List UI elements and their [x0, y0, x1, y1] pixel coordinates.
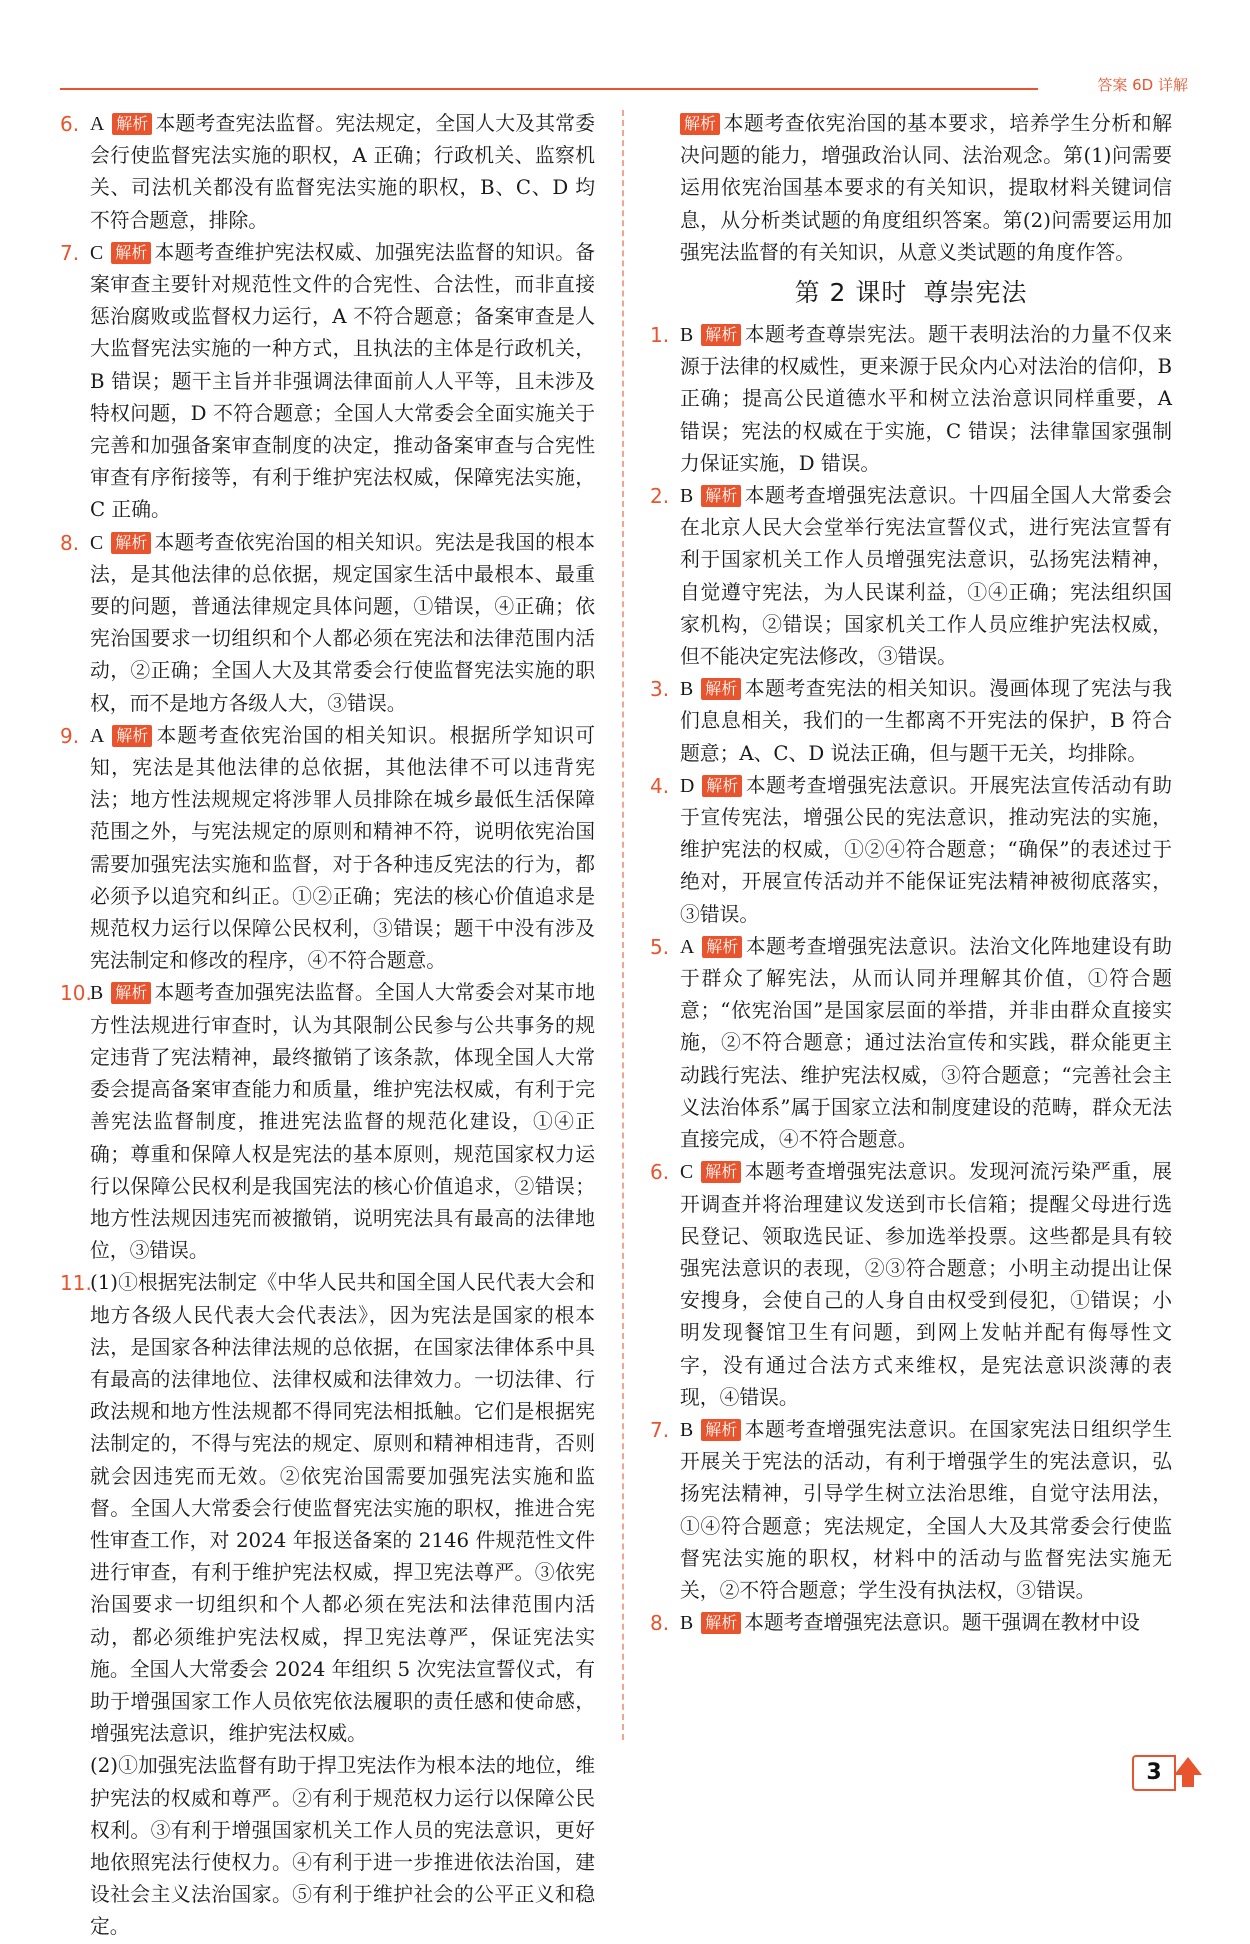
analysis-tag: 解析 [680, 113, 720, 135]
answer-text: 本题考查增强宪法意识。法治文化阵地建设有助于群众了解宪法，从而认同并理解其价值，①符合题意；“依宪治国”是国家层面的举措，并非由群众直接实施，②不符合题意；通过法治宣传和实践，群众能更主动践行宪法、维护宪法权威，③符合题意；“完善社会主义法治体系”属于国家立法和制度建设的范畴，群众无法直接完成，④不符合题意。 [680, 934, 1172, 1152]
header-label: 答案 6D 详解 [1097, 76, 1188, 94]
section-title [650, 273, 1172, 313]
answer-letter: B [680, 1418, 694, 1441]
answer-item-10 [60, 977, 595, 1267]
answer-item-9 [60, 720, 595, 978]
analysis-text: 本题考查依宪治国的基本要求，培养学生分析和解决问题的能力，增强政治认同、法治观念。第(1)问需要运用依宪治国基本要求的有关知识，提取材料关键词信息，从分析类试题的角度组织答案。第(2)问需要运用加强宪法监督的有关知识，从意义类试题的角度作答。 [680, 112, 1172, 264]
analysis-tag: 解析 [111, 982, 151, 1004]
answer-item-r3 [650, 673, 1172, 770]
question-number: 7. [60, 240, 80, 265]
answer-letter: A [90, 113, 105, 135]
left-column [60, 108, 595, 1944]
answer-text-part1: (1)①根据宪法制定《中华人民共和国全国人民代表大会和地方各级人民代表大会代表法》，因为宪法是国家的根本法，是国家各种法律法规的总依据，在国家法律体系中具有最高的法律地位、法律权威和法律效力。一切法律、行政法规和地方性法规都不得同宪法相抵触。它们是根据宪法制定的，不得与宪法的规定、原则和精神相违背，否则就会因违宪而无效。②依宪治国需要加强宪法实施和监督。全国人大常委会行使监督宪法实施的职权，推进合宪性审查工作，对 2024 年报送备案的 2146 件规范性文件进行审查，有利于维护宪法权威，捍卫宪法尊严。③依宪治国要求一切组织和个人都必须在宪法和法律范围内活动，都必须维护宪法权威，捍卫宪法尊严，保证宪法实施。全国人大常委会 2024 年组织 5 次宪法宣誓仪式，有助于增强国家工作人员依宪依法履职的责任感和使命感，增强宪法意识，维护宪法权威。 [90, 1271, 595, 1746]
analysis-tag: 解析 [702, 936, 742, 958]
answer-item-r6 [650, 1156, 1172, 1414]
answer-text: 本题考查维护宪法权威、加强宪法监督的知识。备案审查主要针对规范性文件的合宪性、合法性，而非直接惩治腐败或监督权力运行，A 不符合题意；备案审查是人大监督宪法实施的一种方式，且执法的主体是行政机关，B 错误；题干主旨并非强调法律面前人人平等，且未涉及特权问题，D 不符合题意；全国人大常委会全面实施关于完善和加强备案审查制度的决定，推动备案审查与合宪性审查有序衔接等，有利于维护宪法权威，保障宪法实施，C 正确。 [90, 240, 595, 522]
answer-item-r7 [650, 1414, 1172, 1607]
lesson-title: 尊崇宪法 [923, 278, 1028, 308]
answer-letter: B [680, 324, 694, 347]
analysis-tag: 解析 [112, 725, 152, 747]
question-number: 6. [650, 1160, 670, 1185]
answer-text: 本题考查增强宪法意识。在国家宪法日组织学生开展关于宪法的活动，有利于增强学生的宪法意识，弘扬宪法精神，引导学生树立法治思维，自觉守法用法，①④符合题意；宪法规定，全国人大及其常委会行使监督宪法实施的职权，材料中的活动与监督宪法实施无关，②不符合题意；学生没有执法权，③错误。 [680, 1417, 1172, 1602]
answer-text: 本题考查增强宪法意识。题干强调在教材中设 [744, 1611, 1140, 1635]
answer-text: 本题考查宪法的相关知识。漫画体现了宪法与我们息息相关，我们的一生都离不开宪法的保护，B 符合题意；A、C、D 说法正确，但与题干无关，均排除。 [680, 677, 1172, 765]
answer-item-11 [60, 1267, 595, 1750]
question-number: 4. [650, 773, 670, 798]
answer-item-11-analysis [650, 108, 1172, 269]
analysis-tag: 解析 [111, 242, 151, 264]
answer-item-8 [60, 527, 595, 720]
right-column [650, 108, 1172, 1639]
answer-letter: A [90, 724, 105, 747]
answer-item-r8 [650, 1607, 1172, 1639]
page-number-value: 3 [1132, 1755, 1176, 1791]
question-number: 8. [650, 1611, 670, 1636]
answer-text-part2: (2)①加强宪法监督有助于捍卫宪法作为根本法的地位，维护宪法的权威和尊严。②有利于规范权力运行以保障公民权利。③有利于增强国家机关工作人员的宪法意识，更好地依照宪法行使权力。④有利于进一步推进依法治国，建设社会主义法治国家。⑤有利于维护社会的公平正义和稳定。 [90, 1754, 595, 1939]
analysis-tag: 解析 [701, 485, 741, 507]
answer-item-r1 [650, 319, 1172, 480]
question-number: 1. [650, 323, 670, 348]
answer-letter: B [90, 982, 104, 1005]
header-rule [60, 88, 1038, 90]
answer-letter: D [680, 774, 695, 797]
answer-text: 本题考查增强宪法意识。十四届全国人大常委会在北京人民大会堂举行宪法宣誓仪式，进行宪法宣誓有利于国家机关工作人员增强宪法意识，弘扬宪法精神，自觉遵守宪法，为人民谋利益，①④正确；宪法组织国家机构，②错误；国家机关工作人员应维护宪法权威，但不能决定宪法修改，③错误。 [680, 484, 1172, 669]
answer-text: 本题考查依宪治国的相关知识。宪法是我国的根本法，是其他法律的总依据，规定国家生活中最根本、最重要的问题，普通法律规定具体问题，①错误，④正确；依宪治国要求一切组织和个人都必须在宪法和法律范围内活动，②正确；全国人大及其常委会行使监督宪法实施的职权，而不是地方各级人大，③错误。 [90, 530, 595, 715]
question-number: 10. [60, 981, 92, 1006]
answer-letter: B [680, 1612, 694, 1635]
analysis-tag: 解析 [111, 532, 151, 554]
question-number: 11. [60, 1271, 92, 1296]
answer-item-6 [60, 108, 595, 237]
answer-text: 本题考查尊崇宪法。题干表明法治的力量不仅来源于法律的权威性，更来源于民众内心对法治的信仰，B 正确；提高公民道德水平和树立法治意识同样重要，A 错误；宪法的权威在于实施，C 错误；法律靠国家强制力保证实施，D 错误。 [680, 323, 1172, 475]
answer-item-r5 [650, 931, 1172, 1156]
analysis-tag: 解析 [701, 1612, 741, 1634]
question-number: 5. [650, 934, 670, 959]
column-divider [622, 110, 624, 1740]
answer-letter: B [680, 485, 694, 508]
page-number [1132, 1755, 1192, 1789]
lesson-number: 第 2 课时 [794, 278, 908, 308]
analysis-tag: 解析 [702, 775, 742, 797]
answer-item-r2 [650, 480, 1172, 673]
answer-item-7 [60, 237, 595, 527]
answer-item-r4 [650, 770, 1172, 931]
question-number: 6. [60, 112, 80, 136]
answer-text: 本题考查依宪治国的相关知识。根据所学知识可知，宪法是其他法律的总依据，其他法律不可以违背宪法；地方性法规规定将涉罪人员排除在城乡最低生活保障范围之外，与宪法规定的原则和精神不符，说明依宪治国需要加强宪法实施和监督，对于各种违反宪法的行为，都必须予以追究和纠正。①②正确；宪法的核心价值追求是规范权力运行以保障公民权利，③错误；题干中没有涉及宪法制定和修改的程序，④不符合题意。 [90, 723, 595, 973]
analysis-tag: 解析 [701, 1161, 741, 1183]
answer-item-11-part2-start [60, 1750, 595, 1943]
question-number: 9. [60, 723, 80, 748]
question-number: 2. [650, 484, 670, 509]
answer-text: 本题考查宪法监督。宪法规定，全国人大及其常委会行使监督宪法实施的职权，A 正确；行政机关、监察机关、司法机关都没有监督宪法实施的职权，B、C、D 均不符合题意，排除。 [90, 112, 595, 232]
answer-text: 本题考查加强宪法监督。全国人大常委会对某市地方性法规进行审查时，认为其限制公民参与公共事务的规定违背了宪法精神，最终撤销了该条款，体现全国人大常委会提高备案审查能力和质量，维护宪法权威，有利于完善宪法监督制度，推进宪法监督的规范化建设，①④正确；尊重和保障人权是宪法的基本原则，规范国家权力运行以保障公民权利是我国宪法的核心价值追求，②错误；地方性法规因违宪而被撤销，说明宪法具有最高的法律地位，③错误。 [90, 981, 595, 1263]
analysis-tag: 解析 [701, 1419, 741, 1441]
answer-letter: B [680, 678, 694, 701]
page-header [60, 70, 1188, 94]
question-number: 8. [60, 530, 80, 555]
up-arrow-stem [1182, 1773, 1194, 1787]
answer-letter: C [90, 531, 104, 554]
answer-text: 本题考查增强宪法意识。发现河流污染严重，展开调查并将治理建议发送到市长信箱；提醒父母进行选民登记、领取选民证、参加选举投票。这些都是具有较强宪法意识的表现，②③符合题意；小明主动提出让保安搜身，会使自己的人身自由权受到侵犯，①错误；小明发现餐馆卫生有问题，到网上发帖并配有侮辱性文字，没有通过合法方式来维权，是宪法意识淡薄的表现，④错误。 [680, 1160, 1172, 1409]
question-number: 7. [650, 1417, 670, 1442]
analysis-tag: 解析 [701, 324, 741, 346]
answer-letter: A [680, 935, 695, 958]
answer-text: 本题考查增强宪法意识。开展宪法宣传活动有助于宣传宪法，增强公民的宪法意识，推动宪法的实施，维护宪法的权威，①②④符合题意；“确保”的表述过于绝对，开展宣传活动并不能保证宪法精神被彻底落实，③错误。 [680, 773, 1172, 926]
question-number: 3. [650, 677, 670, 702]
answer-letter: C [90, 241, 104, 264]
analysis-tag: 解析 [701, 678, 741, 700]
analysis-tag: 解析 [112, 113, 152, 135]
answer-letter: C [680, 1161, 694, 1184]
